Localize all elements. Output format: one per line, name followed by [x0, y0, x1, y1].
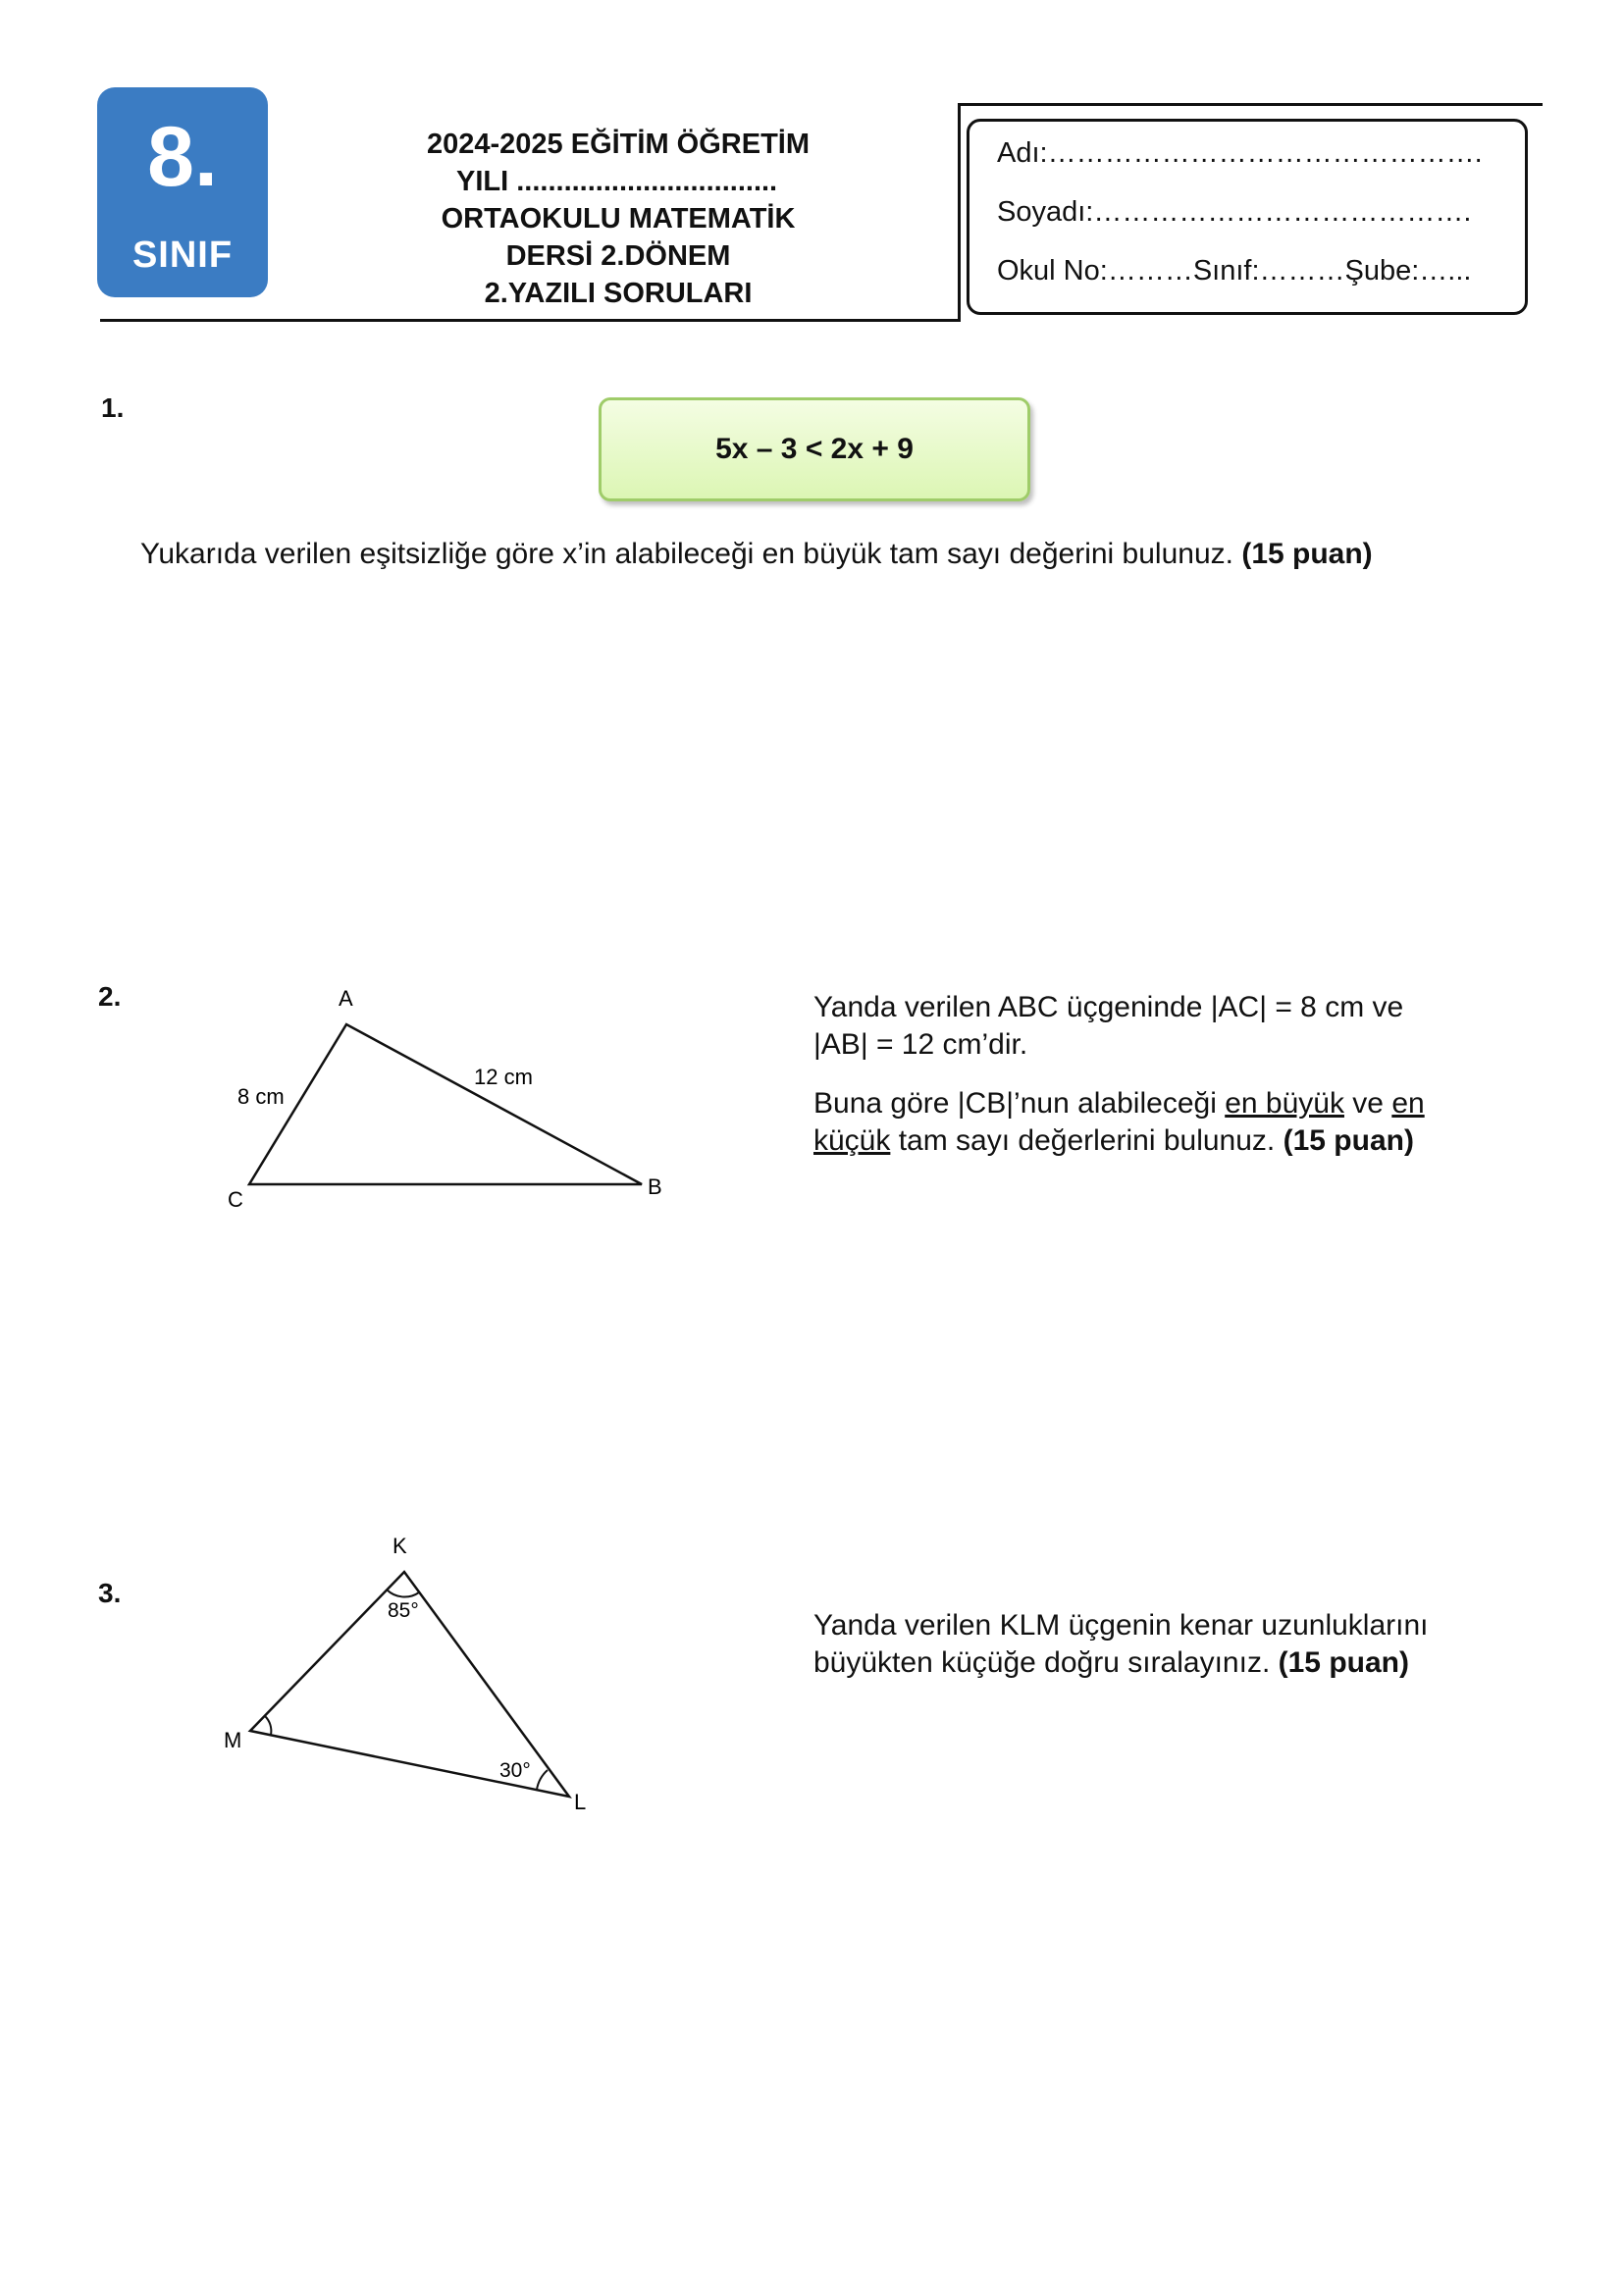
- exam-title: [353, 126, 883, 312]
- underlined-en: en: [1391, 1087, 1425, 1120]
- question-3-line-1: Yanda verilen KLM üçgenin kenar uzunluklarını: [813, 1609, 1429, 1642]
- question-3-text: [813, 1607, 1481, 1682]
- question-3-line-2: [813, 1644, 1481, 1682]
- angle-l-label: 30°: [499, 1759, 531, 1782]
- header-underline: [100, 319, 961, 322]
- underlined-kucuk: küçük: [813, 1124, 891, 1157]
- vertex-a-label: A: [339, 986, 353, 1011]
- angle-l-arc: [537, 1770, 548, 1790]
- question-2-prompt-end: tam sayı değerlerini bulunuz.: [890, 1124, 1283, 1157]
- question-2-line-1: Yanda verilen ABC üçgeninde |AC| = 8 cm ve: [813, 991, 1404, 1023]
- question-2-line-2: |AB| = 12 cm’dir.: [813, 1028, 1028, 1061]
- question-3-prompt: büyükten küçüğe doğru sıralayınız.: [813, 1646, 1279, 1679]
- question-2-text: [813, 989, 1481, 1160]
- vertex-k-label: K: [393, 1534, 407, 1558]
- title-line-3: ORTAOKULU MATEMATİK: [441, 203, 796, 235]
- vertex-b-label: B: [648, 1174, 662, 1199]
- header-top-line: [958, 103, 1543, 106]
- angle-k-arc: [387, 1590, 419, 1597]
- underlined-en-buyuk: en büyük: [1225, 1087, 1344, 1120]
- header-divider: [958, 103, 961, 322]
- question-1-text: [140, 536, 1373, 573]
- title-line-2: YILI .................................: [456, 166, 778, 197]
- school-number-class-field[interactable]: Okul No:………Sınıf:………Şube:…...: [997, 255, 1472, 287]
- inequality-expression: 5x – 3 < 2x + 9: [715, 433, 914, 465]
- inequality-box: [599, 397, 1030, 501]
- question-1-number: 1.: [101, 392, 125, 423]
- side-ac-label: 8 cm: [237, 1084, 285, 1109]
- triangle-abc: [249, 1024, 642, 1184]
- side-ab-label: 12 cm: [474, 1065, 533, 1089]
- question-2-prompt-start: Buna göre |CB|’nun alabileceği: [813, 1087, 1226, 1120]
- question-3-number: 3.: [98, 1578, 122, 1608]
- title-line-5: 2.YAZILI SORULARI: [484, 278, 753, 309]
- grade-badge: [97, 87, 268, 297]
- angle-m-arc: [265, 1716, 271, 1735]
- triangle-abc-figure: [216, 971, 687, 1217]
- question-1-prompt: Yukarıda verilen eşitsizliğe göre x’in alabileceği en büyük tam sayı değerini bulunuz.: [140, 538, 1233, 570]
- question-2-line-3: [813, 1085, 1481, 1122]
- angle-k-label: 85°: [388, 1599, 419, 1622]
- student-info-box: [967, 119, 1528, 315]
- name-field[interactable]: Adı:……………………………………….: [997, 137, 1483, 169]
- title-line-4: DERSİ 2.DÖNEM: [505, 240, 731, 272]
- triangle-klm-figure: [216, 1531, 608, 1825]
- question-1-points: (15 puan): [1241, 538, 1373, 570]
- question-3-points: (15 puan): [1278, 1646, 1409, 1679]
- question-2-points: (15 puan): [1283, 1124, 1414, 1157]
- vertex-m-label: M: [224, 1728, 242, 1752]
- title-line-1: 2024-2025 EĞİTİM ÖĞRETİM: [426, 129, 810, 160]
- surname-field[interactable]: Soyadı:………………………………….: [997, 196, 1472, 228]
- vertex-c-label: C: [228, 1187, 243, 1212]
- question-2-prompt-mid: ve: [1343, 1087, 1392, 1120]
- question-2-line-4: [813, 1122, 1481, 1160]
- grade-label: SINIF: [131, 235, 234, 276]
- grade-number: 8.: [147, 110, 218, 204]
- question-2-number: 2.: [98, 981, 122, 1012]
- vertex-l-label: L: [574, 1790, 587, 1814]
